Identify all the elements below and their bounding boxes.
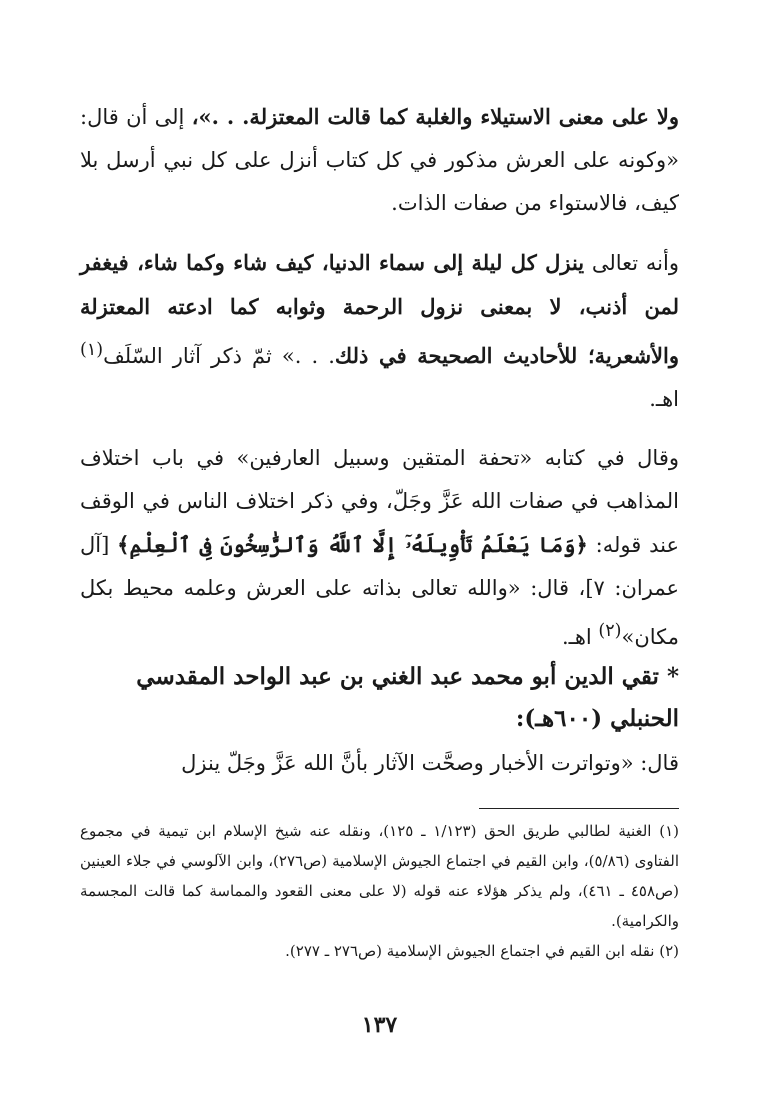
paragraph-2-bold: ينزل كل ليلة إلى سماء الدنيا، كيف شاء وكما شاء، فيغفر لمن أذنب، لا بمعنى نزول الرحمة وثوابه كما ادعته المعتزلة والأشعرية؛ للأحاديث الصحيحة في ذلك [80, 250, 680, 368]
paragraph-3-text: وقال في كتابه «تحفة المتقين وسبيل العارفين» في باب اختلاف المذاهب في صفات الله عَزَّ وجَلّ، وفي ذكر اختلاف الناس في الوقف عند قوله: [80, 446, 679, 557]
paragraph-1-text: إلى أن قال: «وكونه على العرش مذكور في كل كتاب أنزل على كل نبي أرسل بلا كيف، فالاستواء من صفات الذات. [80, 105, 679, 215]
paragraph-3-end: اهـ. [562, 625, 599, 649]
footnote-ref-1: (١) [80, 340, 104, 360]
paragraph-2-mid: . . .» ثمّ ذكر آثار السّلَف [103, 344, 335, 368]
quran-verse: ﴿وَمَا يَعْلَمُ تَأْوِيلَهُۥٓ إِلَّا ٱللَّهُ وَٱلرَّٰسِخُونَ فِى ٱلْعِلْمِ﴾ [117, 532, 588, 557]
footnote-divider [479, 808, 679, 809]
footnote-ref-2: (٢) [598, 621, 622, 641]
paragraph-2 [80, 241, 679, 421]
section-heading: * تقي الدين أبو محمد عبد الغني بن عبد الواحد المقدسي الحنبلي (٦٠٠هـ): [136, 663, 679, 732]
footnote-2: (٢) نقله ابن القيم في اجتماع الجيوش الإسلامية (ص٢٧٦ ـ ٢٧٧). [285, 942, 679, 960]
continuation-text: قال: «وتواترت الأخبار وصحَّت الآثار بأنَّ الله عَزَّ وجَلّ ينزل [181, 751, 679, 775]
footnotes [80, 816, 679, 966]
paragraph-3-text-2: [آل عمران: ٧]، قال: «والله تعالى بذاته على العرش وعلمه محيط بكل مكان» [80, 533, 680, 649]
paragraph-3 [80, 437, 679, 659]
main-text [80, 95, 679, 659]
paragraph-2-end: اهـ. [649, 387, 679, 411]
bold-quote: ولا على معنى الاستيلاء والغلبة كما قالت المعتزلة. . .»، [191, 104, 679, 129]
footnote-1: (١) الغنية لطالبي طريق الحق (١/١٢٣ ـ ١٢٥)، ونقله عنه شيخ الإسلام ابن تيمية في مجموع الفتاوى (٥/٨٦)، وابن القيم في اجتماع الجيوش الإسلامية (ص٢٧٦)، وابن الآلوسي في جلاء العينين (ص٤٥٨ ـ ٤٦١)، ولم يذكر هؤلاء عنه قوله (لا على معنى القعود والمماسة كما قالت المجسمة والكرامية). [80, 822, 680, 930]
page-number: ١٣٧ [361, 1012, 398, 1038]
paragraph-2-lead: وأنه تعالى [584, 251, 679, 275]
paragraph-1 [80, 95, 679, 225]
